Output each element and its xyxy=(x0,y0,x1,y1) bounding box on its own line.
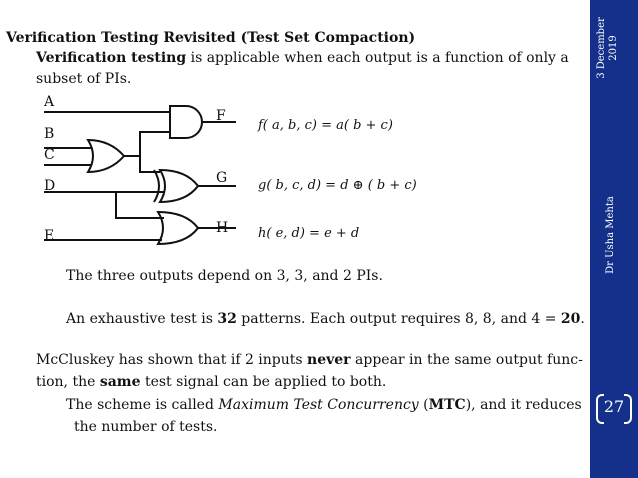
input-e-label: E xyxy=(44,228,55,244)
wire-bc-to-g xyxy=(140,156,160,172)
output-h-label: H xyxy=(216,220,229,236)
and-gate-f xyxy=(170,106,202,138)
or-gate-bc xyxy=(88,140,124,172)
input-c-label: C xyxy=(44,147,55,163)
p3-e: same xyxy=(99,374,141,390)
equation-h: h( e, d) = e + d xyxy=(258,226,360,241)
slide-title: Verification Testing Revisited (Test Set Compaction) xyxy=(6,30,416,46)
p3-b: never xyxy=(307,352,351,368)
equation-f: f( a, b, c) = a( b + c) xyxy=(258,118,393,133)
paragraph-mccluskey-2 xyxy=(36,374,386,390)
intro-term: Verification testing xyxy=(36,50,187,66)
p3-f: test signal can be applied to both. xyxy=(140,374,387,390)
p4-d: MTC xyxy=(428,397,466,413)
p4-b: Maximum Test Concurrency xyxy=(218,397,419,413)
input-b-label: B xyxy=(44,126,55,142)
output-f-label: F xyxy=(216,108,226,124)
p4-c: ( xyxy=(418,397,429,413)
input-d-label: D xyxy=(44,178,56,194)
intro-rest-1: is applicable when each output is a function of only a xyxy=(186,50,569,66)
output-g-label: G xyxy=(216,170,228,186)
p4-a: The scheme is called xyxy=(66,397,219,413)
p2-c: patterns. Each output requires 8, 8, and 4 = xyxy=(236,311,561,327)
p3-c: appear in the same output func- xyxy=(350,352,583,368)
p4-e: ), and it reduces xyxy=(465,397,582,413)
intro-line-2: subset of PIs. xyxy=(36,71,132,87)
xor-gate-g-back xyxy=(154,170,159,202)
date-label xyxy=(596,8,630,88)
paragraph-mtc-1 xyxy=(66,397,582,413)
paragraph-outputs: The three outputs depend on 3, 3, and 2 PIs. xyxy=(66,268,383,284)
p2-a: An exhaustive test is xyxy=(66,311,218,327)
paragraph-exhaustive xyxy=(66,311,585,327)
or-gate-h xyxy=(158,212,198,244)
xor-gate-g xyxy=(160,170,198,202)
equation-g: g( b, c, d) = d ⊕ ( b + c) xyxy=(258,178,417,193)
author-text: Dr Usha Mehta xyxy=(605,196,616,274)
page-number: 27 xyxy=(596,392,632,422)
wire-bc-to-f xyxy=(124,132,170,156)
intro-line-1 xyxy=(36,50,569,66)
paragraph-mccluskey-1 xyxy=(36,352,583,368)
input-a-label: A xyxy=(44,94,55,110)
p3-d: tion, the xyxy=(36,374,100,390)
p2-b: 32 xyxy=(217,311,237,327)
p2-e: . xyxy=(580,311,585,327)
date-text: 3 December 2019 xyxy=(596,17,619,79)
p3-a: McCluskey has shown that if 2 inputs xyxy=(36,352,308,368)
author-label xyxy=(604,195,618,275)
p2-d: 20 xyxy=(560,311,581,327)
paragraph-mtc-2: the number of tests. xyxy=(74,419,218,435)
